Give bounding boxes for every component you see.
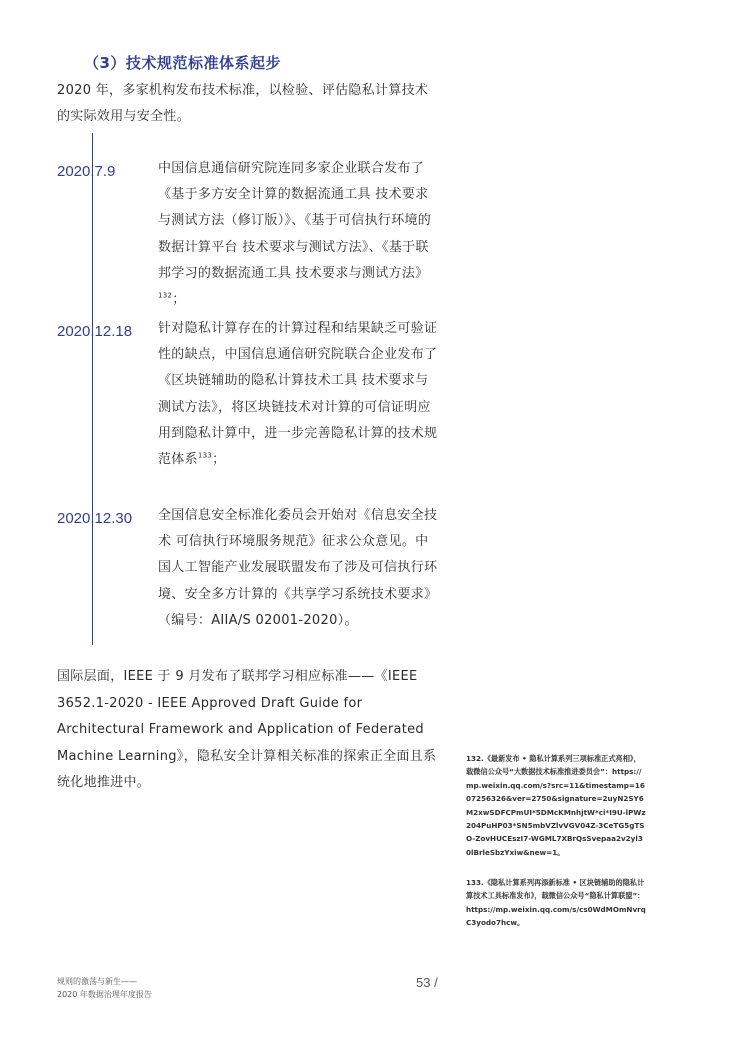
timeline-line: [92, 133, 93, 645]
footnote-ref: 132: [158, 291, 173, 300]
timeline-entry: [158, 503, 440, 634]
timeline-entry: [158, 156, 440, 313]
timeline-entry-text: 中国信息通信研究院连同多家企业联合发布了《基于多方安全计算的数据流通工具 技术要求与测试方法（修订版）》、《基于可信执行环境的数据计算平台 技术要求与测试方法》、《基于联邦学习的数据流通工具 技术要求与测试方法》: [158, 161, 432, 281]
section-title: （3）技术规范标准体系起步: [84, 54, 281, 72]
timeline-entry-text: 针对隐私计算存在的计算过程和结果缺乏可验证性的缺点，中国信息通信研究院联合企业发布了《区块链辅助的隐私计算技术工具 技术要求与测试方法》，将区块链技术对计算的可信证明应用到隐私计算中，进一步完善隐私计算的技术规范体系: [158, 321, 438, 468]
footnote-133: 133.《隐私计算系列再添新标准 • 区块链辅助的隐私计算技术工具标准发布》，载微信公众号“隐私计算联盟”：https://mp.weixin.qq.com/s/cs0WdMOmNvrqC3yodo7hcw。: [466, 878, 646, 928]
footer-line-1: 规则的激荡与新生——: [57, 977, 137, 986]
timeline-date: 2020.12.30: [57, 510, 133, 527]
timeline-entry-text: 全国信息安全标准化委员会开始对《信息安全技术 可信执行环境服务规范》征求公众意见。中国人工智能产业发展联盟发布了涉及可信执行环境、安全多方计算的《共享学习系统技术要求》（编号：AIIA/S 02001-2020）。: [158, 508, 438, 628]
footnote-132: 132.《最新发布 • 隐私计算系列三项标准正式亮相》，载微信公众号“大数据技术标准推进委员会”：https://mp.weixin.qq.com/s?src=11&timestamp=1607256326&ver=2750&signature=2uyN2SY6M2xwSDFCPmUI*5DMcKMnhjtW*ci*I9U-lPWz204PuHP03*SN5mbVZlvVGV04Z-3CeTG5gTSO-ZovHUCEszI7-WGML7XBrQsSvepaa2v2yl30lBrleSbzYxiw&new=1。: [466, 754, 646, 857]
timeline-date: 2020.12.18: [57, 323, 133, 340]
timeline-entry: [158, 316, 440, 473]
intro-paragraph: 2020 年，多家机构发布技术标准，以检验、评估隐私计算技术的实际效用与安全性。: [57, 83, 429, 124]
timeline-date: 2020.7.9: [57, 163, 116, 180]
footnote-ref: 133: [197, 451, 213, 460]
page-number: 53 /: [416, 975, 438, 990]
outro-paragraph: 国际层面，IEEE 于 9 月发布了联邦学习相应标准——《IEEE 3652.1-2020 - IEEE Approved Draft Guide for Architectural Framework and Application of Federated Machine Learning》，隐私安全计算相关标准的探索正全面且系统化地推进中。: [57, 669, 437, 790]
footer-report-title: [57, 975, 152, 1001]
footer-line-2: 2020 年数据治理年度报告: [57, 990, 152, 999]
timeline-entry-tail: ；: [212, 452, 226, 468]
timeline-entry-tail: ；: [172, 292, 186, 308]
